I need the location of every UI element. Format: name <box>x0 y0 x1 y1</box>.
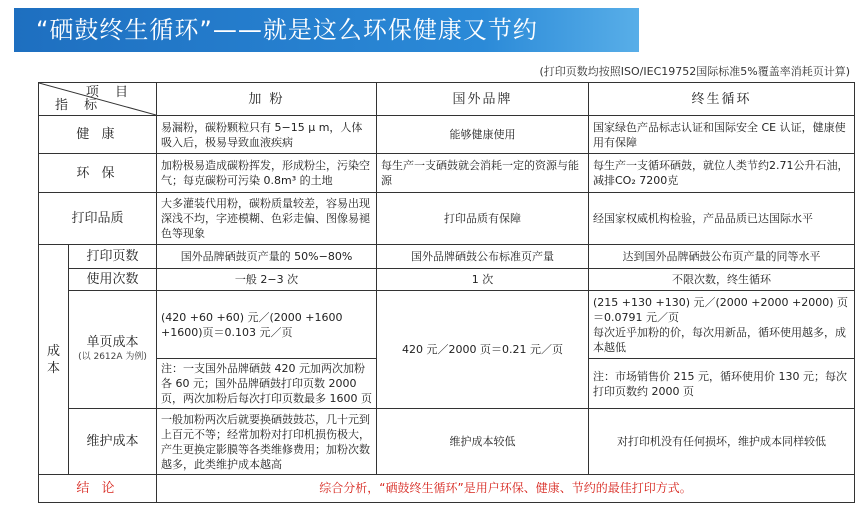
row-uses <box>39 269 855 291</box>
comparison-table <box>38 82 855 503</box>
label-uses: 使用次数 <box>69 269 157 291</box>
uses-foreign: 1 次 <box>377 269 589 291</box>
header-col-lifetime: 终生循环 <box>589 83 855 116</box>
header-col-refill: 加 粉 <box>157 83 377 116</box>
row-health <box>39 116 855 154</box>
row-env <box>39 154 855 193</box>
row-unit-cost <box>39 291 855 359</box>
unit-foreign: 420 元／2000 页＝0.21 元／页 <box>377 291 589 409</box>
label-pages: 打印页数 <box>69 245 157 269</box>
cost-example-note: (以 2612A 为例) <box>78 351 147 362</box>
label-env: 环 保 <box>39 154 157 193</box>
quality-lifetime: 经国家权威机构检验，产品品质已达国际水平 <box>589 193 855 245</box>
maint-lifetime: 对打印机没有任何损坏，维护成本同样较低 <box>589 409 855 475</box>
unit-refill-formula: (420 +60 +60) 元／(2000 +1600 +1600)页＝0.103 元／页 <box>157 291 377 359</box>
label-health: 健 康 <box>39 116 157 154</box>
quality-foreign: 打印品质有保障 <box>377 193 589 245</box>
header-diagonal-cell <box>39 83 157 116</box>
unit-refill-note: 注：一支国外品牌硒鼓 420 元加两次加粉各 60 元；国外品牌硒鼓打印页数 2000 页，两次加粉后每次打印页数最多 1600 页 <box>157 359 377 409</box>
pages-foreign: 国外品牌硒鼓公布标准页产量 <box>377 245 589 269</box>
label-unit-cost <box>69 291 157 409</box>
quality-refill: 大多灌装代用粉，碳粉质量较差，容易出现深浅不均，字迹模糊、色彩走偏、图像易褪色等现象 <box>157 193 377 245</box>
label-maint: 维护成本 <box>69 409 157 475</box>
label-conclusion: 结 论 <box>39 475 157 503</box>
page-banner: “硒鼓终生循环”——就是这么环保健康又节约 <box>14 8 639 52</box>
header-item-label: 项 目 <box>85 85 134 100</box>
maint-refill: 一般加粉两次后就要换硒鼓鼓芯，几十元到上百元不等；经常加粉对打印机损伤极大，产生更换定影膜等各类维修费用；加粉次数越多，此类维护成本越高 <box>157 409 377 475</box>
pages-lifetime: 达到国外品牌硒鼓公布页产量的同等水平 <box>589 245 855 269</box>
conclusion-text: 综合分析，“硒鼓终生循环”是用户环保、健康、节约的最佳打印方式。 <box>157 475 855 503</box>
header-index-label: 指 标 <box>55 98 104 113</box>
unit-cost-text: 单页成本 <box>86 334 139 350</box>
uses-refill: 一般 2−3 次 <box>157 269 377 291</box>
env-refill: 加粉极易造成碳粉挥发，形成粉尘，污染空气；每克碳粉可污染 0.8m³ 的土地 <box>157 154 377 193</box>
health-foreign: 能够健康使用 <box>377 116 589 154</box>
row-maint <box>39 409 855 475</box>
header-col-foreign: 国外品牌 <box>377 83 589 116</box>
cost-group-text: 成本 <box>46 343 60 376</box>
maint-foreign: 维护成本较低 <box>377 409 589 475</box>
row-pages <box>39 245 855 269</box>
env-lifetime: 每生产一支循环硒鼓，就位人类节约2.71公升石油，减排CO₂ 7200克 <box>589 154 855 193</box>
uses-lifetime: 不限次数，终生循环 <box>589 269 855 291</box>
row-conclusion <box>39 475 855 503</box>
cost-group-label <box>39 245 69 475</box>
row-quality <box>39 193 855 245</box>
unit-lifetime-formula: (215 +130 +130) 元／(2000 +2000 +2000) 页＝0.0791 元／页 每次近乎加粉的价，每次用新品，循环使用越多，成本越低 <box>589 291 855 359</box>
label-quality: 打印品质 <box>39 193 157 245</box>
env-foreign: 每生产一支硒鼓就会消耗一定的资源与能源 <box>377 154 589 193</box>
health-refill: 易漏粉，碳粉颗粒只有 5−15 μ m，人体吸入后，极易导致血液疾病 <box>157 116 377 154</box>
standard-note: (打印页数均按照ISO/IEC19752国际标准5%覆盖率消耗页计算) <box>539 65 850 78</box>
unit-lifetime-note: 注：市场销售价 215 元，循环使用价 130 元；每次打印页数约 2000 页 <box>589 359 855 409</box>
pages-refill: 国外品牌硒鼓页产量的 50%−80% <box>157 245 377 269</box>
health-lifetime: 国家绿色产品标志认证和国际安全 CE 认证，健康使用有保障 <box>589 116 855 154</box>
